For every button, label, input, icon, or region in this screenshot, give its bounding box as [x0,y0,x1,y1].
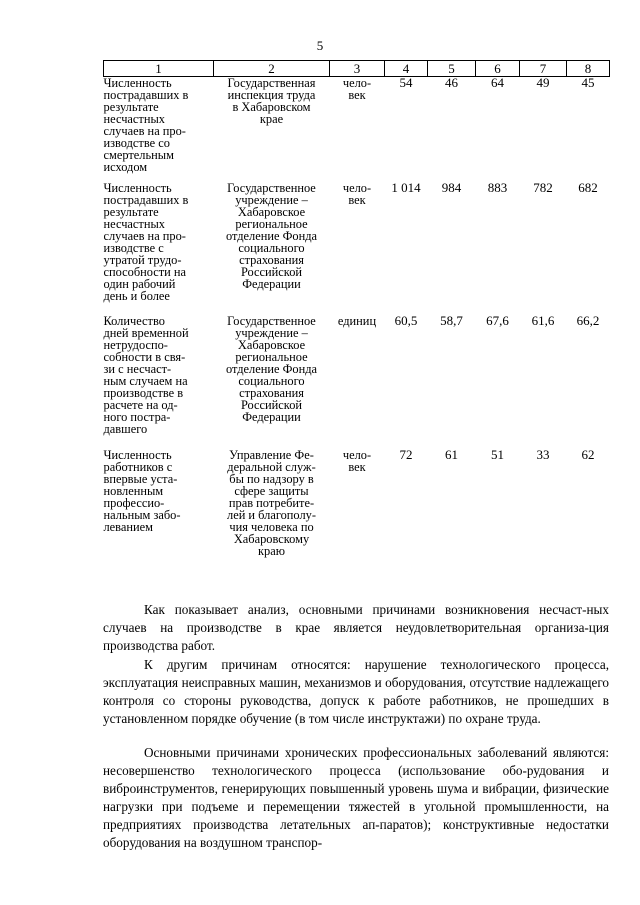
indicator-cell: Количество дней временной нетрудоспо- собности в свя- зи с несчаст- ным случаем на производстве в расчете на од- ного постра- давшего [103,314,189,436]
paragraph: Как показывает анализ, основными причинами возникновения несчаст-ных случаев на производстве в крае является неудовлетворительная организа-ция производства работ. [103,602,609,653]
table-row [104,315,610,449]
header-cell: 6 [476,61,520,77]
value-cell: 45 [581,75,595,90]
unit-cell: единиц [337,314,377,328]
header-cell: 1 [104,61,214,77]
source-cell: Государственное учреждение – Хабаровское региональное отделение Фонда социального страхования Российской Федерации [225,314,318,424]
source-cell: Управление Фе- деральной служ- бы по надзору в сфере защиты прав потребите- лей и благополу- чия человека по Хабаровскому краю [227,448,316,558]
header-cell: 2 [214,61,330,77]
indicator-cell: Численность пострадавших в результате несчастных случаев на про- изводстве со смертельным исходом [103,76,189,174]
header-cell: 8 [567,61,610,77]
value-cell: 62 [581,447,595,462]
indicator-cell: Численность пострадавших в результате несчастных случаев на про- изводстве с утратой трудо- способности на один рабочий день и более [103,181,189,303]
header-cell: 7 [520,61,567,77]
header-cell: 5 [428,61,476,77]
value-cell: 33 [536,447,550,462]
value-cell: 67,6 [486,313,509,328]
unit-cell: чело- век [342,181,372,207]
value-cell: 61 [445,447,458,462]
value-cell: 51 [491,447,504,462]
header-cell: 4 [385,61,428,77]
table-row [104,182,610,315]
page-number: 5 [316,38,324,53]
source-cell: Государственное учреждение – Хабаровское региональное отделение Фонда социального страхования Российской Федерации [225,181,318,291]
value-cell: 54 [399,75,413,90]
value-cell: 1 014 [391,180,421,195]
table-header-row [104,61,610,77]
source-cell: Государственная инспекция труда в Хабаровском крае [227,76,316,126]
header-cell: 3 [330,61,385,77]
paragraph: Основными причинами хронических профессиональных заболеваний являются: несовершенство технологического процесса (использование обо-рудования и виброинструментов, генерирующих повышенный уровень шума и вибрации, физические нагрузки при подъеме и перемещении тяжестей в угольной промышленности, на предприятиях производства летательных ап-паратов); конструктивные недостатки оборудования на воздушном транспор- [103,745,609,850]
indicator-cell: Численность работников с впервые уста- новленным профессио- нальным забо- леванием [103,448,181,534]
unit-cell: чело- век [342,76,372,102]
table-row [104,449,610,584]
value-cell: 64 [491,75,504,90]
unit-cell: чело- век [342,448,372,474]
paragraph: К другим причинам относятся: нарушение технологического процесса, эксплуатация неисправных машин, механизмов и оборудования, отсутствие надлежащего контроля со стороны руководства, допуск к работе работников, не прошедших в установленном порядке обучение (в том числе инструктажи) по охране труда. [103,657,609,726]
value-cell: 984 [441,180,462,195]
value-cell: 46 [445,75,458,90]
value-cell: 49 [536,75,550,90]
value-cell: 60,5 [394,313,418,328]
statistics-table [103,60,610,584]
value-cell: 782 [533,180,553,195]
value-cell: 61,6 [531,313,555,328]
table-row [104,77,610,183]
value-cell: 72 [399,447,413,462]
value-cell: 682 [578,180,598,195]
value-cell: 58,7 [440,313,463,328]
value-cell: 883 [487,180,508,195]
value-cell: 66,2 [576,313,600,328]
